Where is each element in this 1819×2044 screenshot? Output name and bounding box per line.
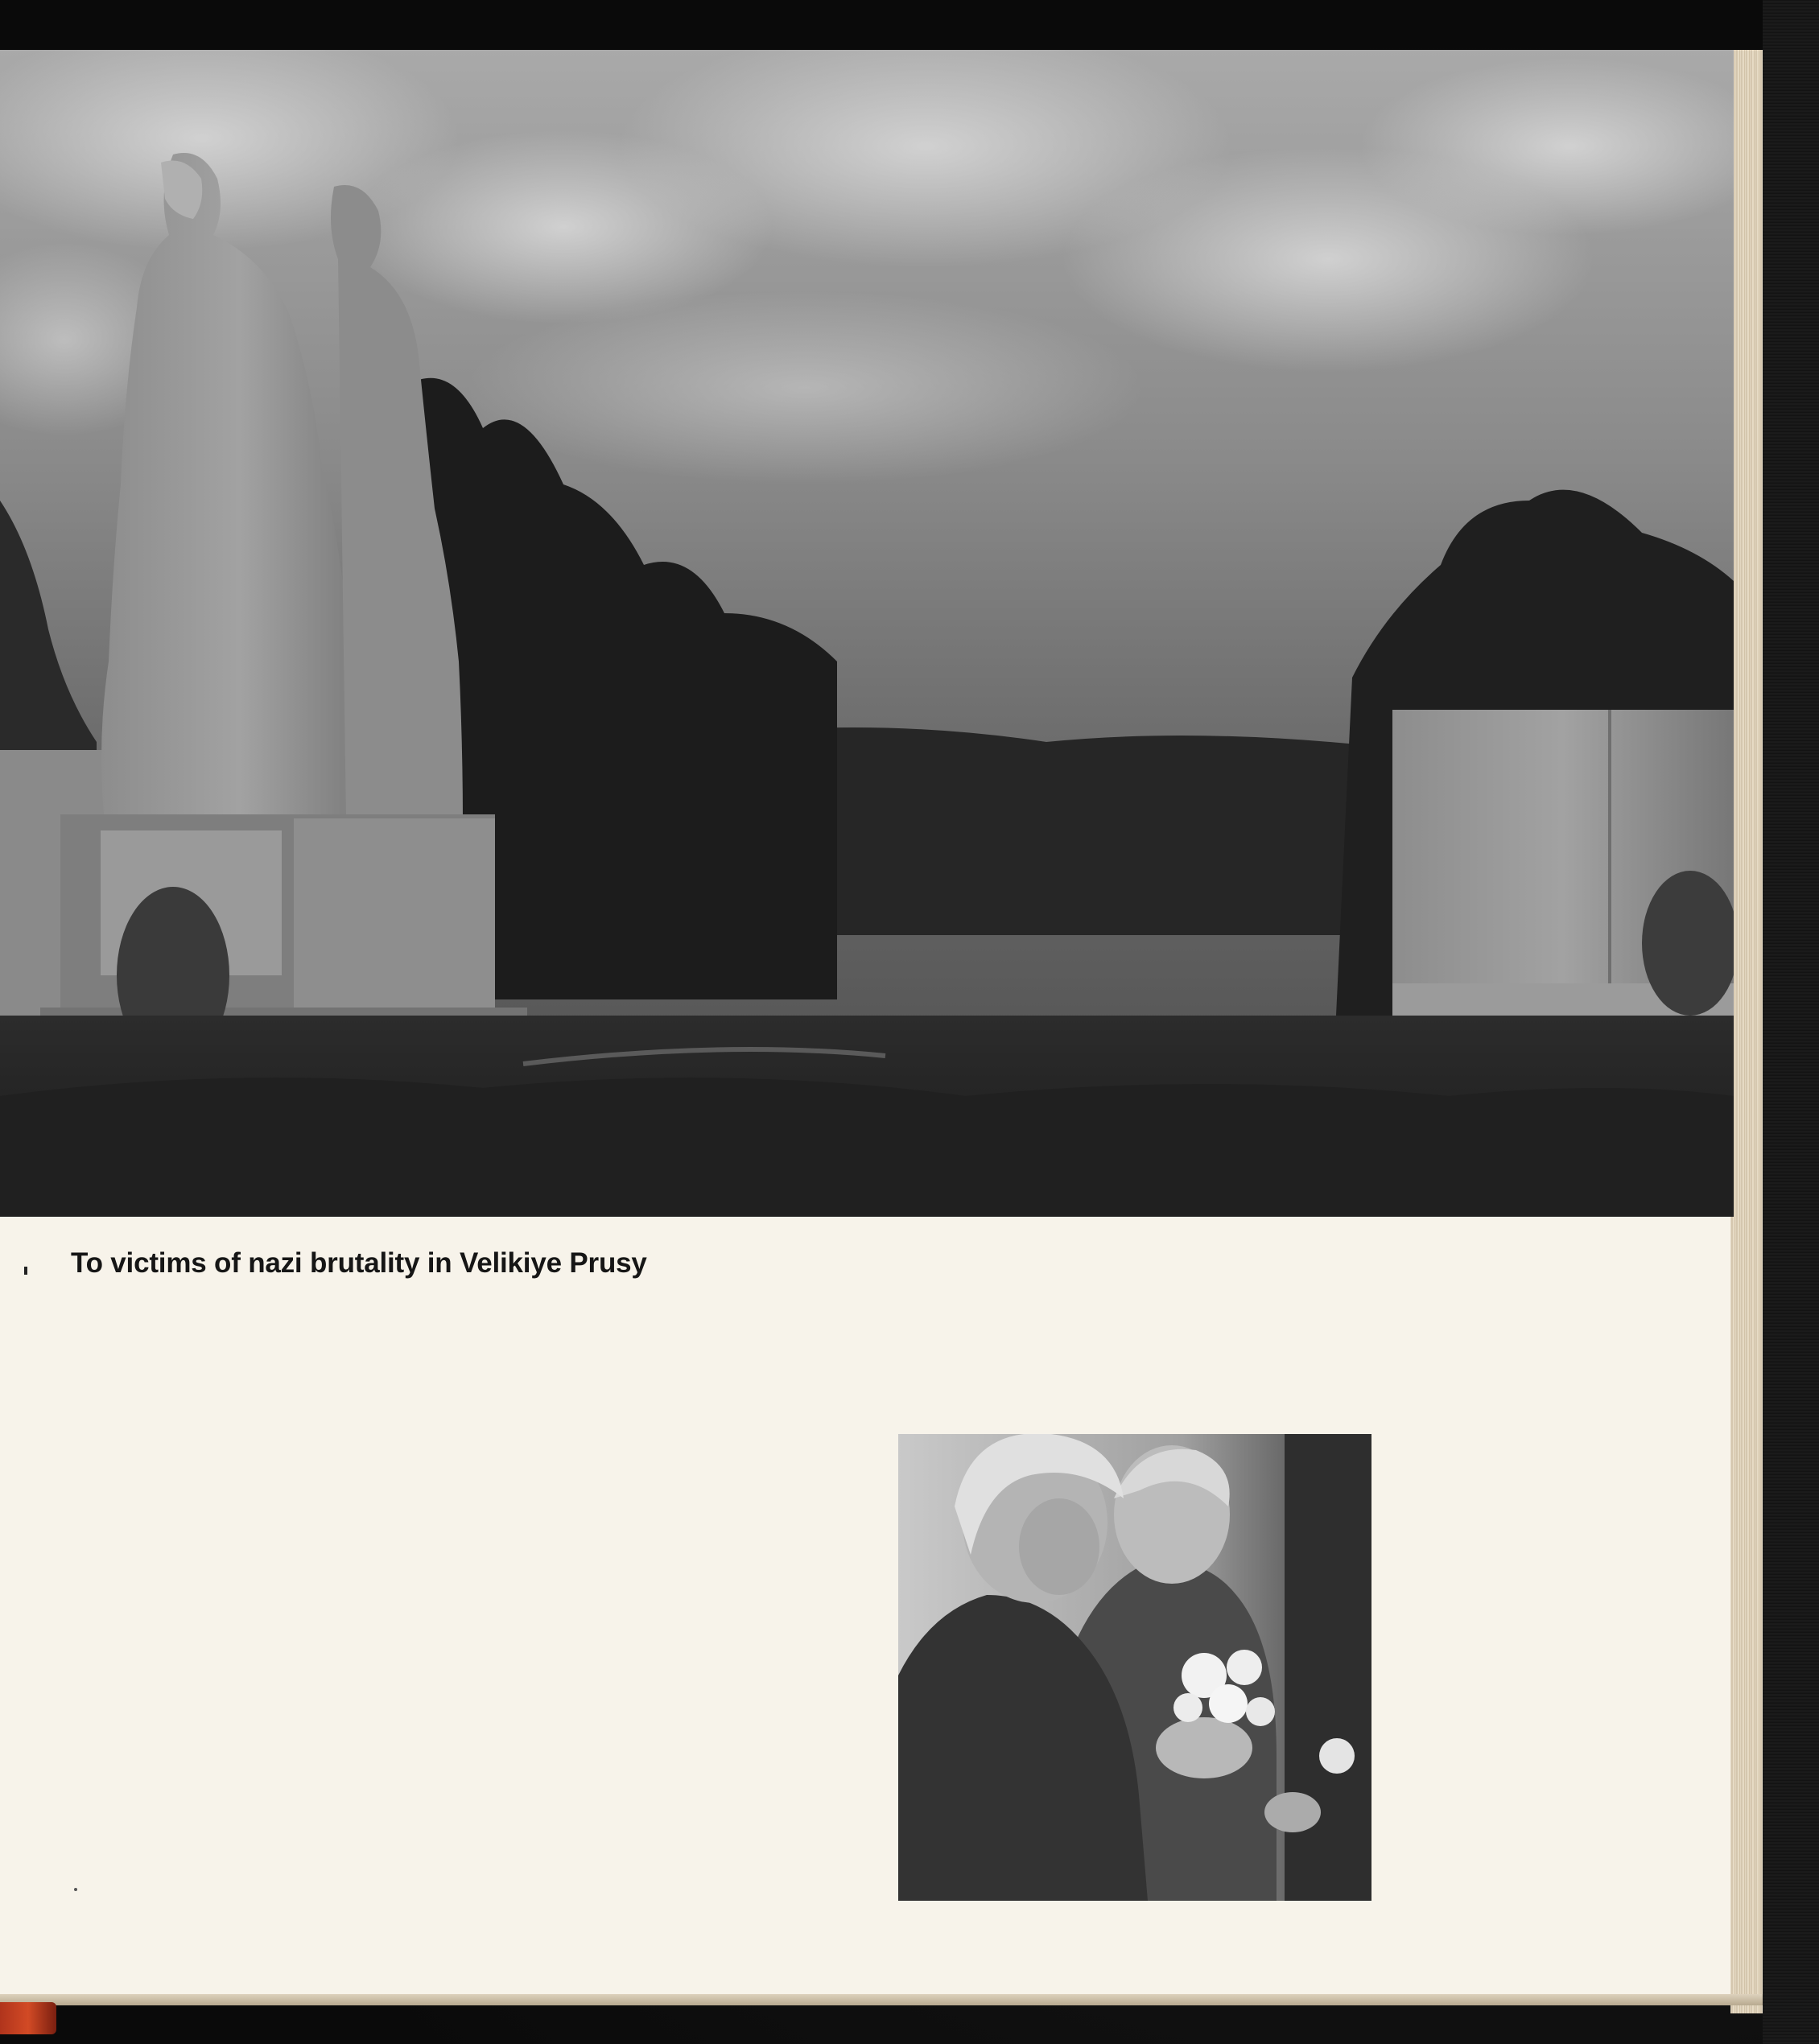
page-edges [1730,50,1763,2013]
print-speck [74,1888,77,1891]
caption-bullet [24,1267,27,1275]
girls-with-flowers-photo [898,1434,1371,1901]
memorial-photo [0,50,1734,1217]
book-cover-edge [1763,0,1819,2044]
red-bookmark [0,2002,56,2034]
page-edges-bottom [0,1994,1763,2005]
photo-caption: To victims of nazi brutality in Velikiye Prusy [71,1247,647,1279]
